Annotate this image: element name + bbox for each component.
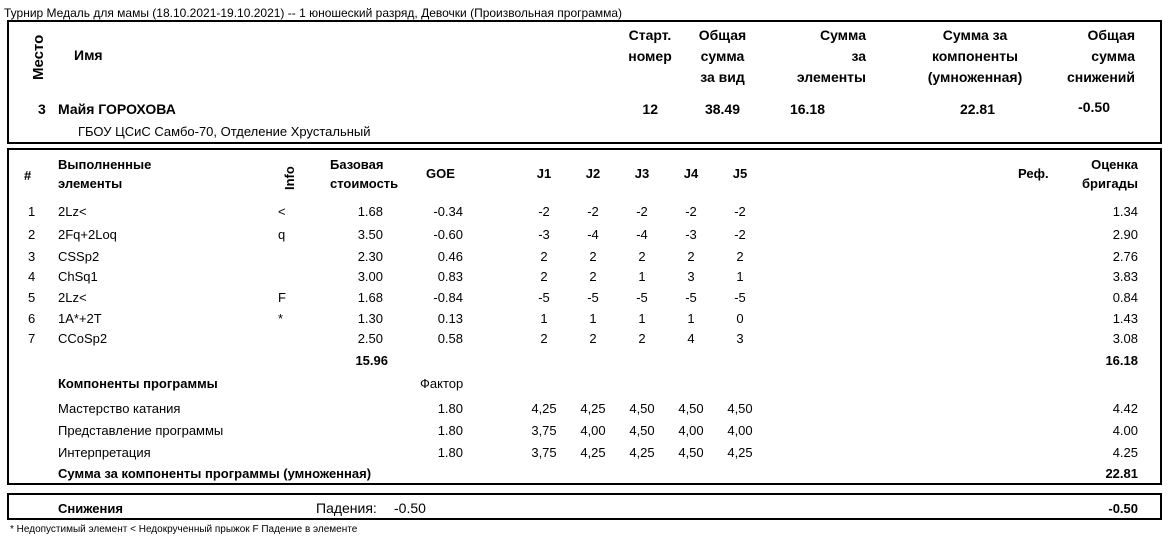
element-judge-score: 2 <box>589 331 597 346</box>
components-sum-value: 22.81 <box>1105 466 1138 481</box>
element-judge-score: 2 <box>638 249 646 264</box>
element-info: * <box>278 311 284 326</box>
element-number: 1 <box>28 204 36 219</box>
element-panel-score: 2.90 <box>1112 227 1138 242</box>
element-judge-score: -2 <box>636 204 648 219</box>
element-name: 1A*+2T <box>58 311 102 326</box>
element-panel-score: 1.34 <box>1112 204 1138 219</box>
skater-club: ГБОУ ЦСиС Самбо-70, Отделение Хрустальный <box>78 124 371 139</box>
skater-place: 3 <box>38 101 46 117</box>
element-judge-score: -2 <box>538 204 550 219</box>
element-goe: -0.84 <box>433 290 463 305</box>
element-judge-score: -3 <box>685 227 697 242</box>
component-judge-score: 4,00 <box>580 423 606 438</box>
component-judge-score: 4,25 <box>580 445 606 460</box>
element-name: CSSp2 <box>58 249 100 264</box>
element-judge-score: -5 <box>734 290 746 305</box>
component-name: Мастерство катания <box>58 401 181 416</box>
element-panel-score: 2.76 <box>1112 249 1138 264</box>
elements-score-total: 16.18 <box>1105 353 1138 368</box>
component-score: 4.25 <box>1112 445 1138 460</box>
component-factor: 1.80 <box>437 423 463 438</box>
col-base-value: Базовая стоимость <box>330 157 399 191</box>
elements-sum-label: Сумма за элементы <box>796 27 866 85</box>
element-base-value: 3.00 <box>357 269 383 284</box>
element-judge-score: -5 <box>538 290 550 305</box>
element-goe: 0.13 <box>437 311 463 326</box>
element-judge-score: -2 <box>734 227 746 242</box>
element-judge-score: -4 <box>587 227 599 242</box>
footnote: * Недопустимый элемент < Недокрученный прыжок F Падение в элементе <box>10 524 358 535</box>
component-name: Интерпретация <box>58 445 151 460</box>
deductions-row-label: Снижения <box>58 501 123 516</box>
components-sum-label: Сумма за компоненты (умноженная) <box>927 27 1023 85</box>
element-judge-score: 1 <box>687 311 695 326</box>
components-title: Компоненты программы <box>58 376 218 391</box>
element-name: ChSq1 <box>58 269 98 284</box>
element-goe: -0.60 <box>433 227 463 242</box>
element-panel-score: 1.43 <box>1112 311 1138 326</box>
component-judge-score: 4,25 <box>727 445 753 460</box>
element-panel-score: 3.08 <box>1112 331 1138 346</box>
element-goe: 0.83 <box>437 269 463 284</box>
deductions-score: -0.50 <box>1078 99 1110 115</box>
place-label: Место <box>30 34 47 80</box>
falls-value: -0.50 <box>394 500 426 516</box>
element-judge-score: -2 <box>587 204 599 219</box>
component-judge-score: 4,00 <box>678 423 704 438</box>
event-title: Турнир Медаль для мамы (18.10.2021-19.10.2021) -- 1 юношеский разряд, Девочки (Произвольная программа) <box>4 6 623 20</box>
element-name: 2Lz< <box>58 204 87 219</box>
element-judge-score: 1 <box>540 311 548 326</box>
element-judge-score: 2 <box>540 249 548 264</box>
element-number: 4 <box>28 269 36 284</box>
element-info: F <box>278 290 286 305</box>
element-number: 2 <box>28 227 36 242</box>
col-judge-2: J2 <box>585 166 601 181</box>
element-base-value: 2.50 <box>357 331 383 346</box>
element-judge-score: -5 <box>587 290 599 305</box>
element-judge-score: -5 <box>636 290 648 305</box>
component-judge-score: 3,75 <box>531 423 557 438</box>
element-number: 5 <box>28 290 36 305</box>
component-judge-score: 4,25 <box>531 401 557 416</box>
element-judge-score: 2 <box>589 269 597 284</box>
element-base-value: 3.50 <box>357 227 383 242</box>
col-judge-3: J3 <box>634 166 650 181</box>
total-score-label: Общая сумма за вид <box>698 27 747 85</box>
component-factor: 1.80 <box>437 445 463 460</box>
element-judge-score: 0 <box>736 311 744 326</box>
factor-label: Фактор <box>420 376 464 391</box>
element-judge-score: -2 <box>685 204 697 219</box>
element-name: CCoSp2 <box>58 331 108 346</box>
element-judge-score: 2 <box>540 331 548 346</box>
deductions-label: Общая сумма снижений <box>1066 27 1135 85</box>
start-number-label: Старт. номер <box>628 27 672 64</box>
col-goe: GOE <box>426 166 455 181</box>
col-judge-1: J1 <box>536 166 552 181</box>
col-elements: Выполненные элементы <box>58 157 152 191</box>
elements-score: 16.18 <box>789 101 825 117</box>
element-judge-score: 2 <box>736 249 744 264</box>
element-info: < <box>278 204 286 219</box>
col-panel-score: Оценка бригады <box>1082 157 1138 191</box>
element-judge-score: -3 <box>538 227 550 242</box>
component-factor: 1.80 <box>437 401 463 416</box>
element-goe: 0.46 <box>437 249 463 264</box>
col-num: # <box>24 168 32 183</box>
element-base-value: 2.30 <box>357 249 383 264</box>
deductions-row-total: -0.50 <box>1108 501 1138 516</box>
col-judge-5: J5 <box>732 166 748 181</box>
element-judge-score: -5 <box>685 290 697 305</box>
col-referee: Реф. <box>1018 166 1049 181</box>
col-judge-4: J4 <box>683 166 699 181</box>
name-label: Имя <box>74 47 103 63</box>
element-info: q <box>278 227 286 242</box>
component-judge-score: 4,50 <box>678 445 704 460</box>
total-score: 38.49 <box>704 101 740 117</box>
element-judge-score: 3 <box>736 331 744 346</box>
component-score: 4.00 <box>1112 423 1138 438</box>
component-judge-score: 4,50 <box>629 423 655 438</box>
element-judge-score: 1 <box>638 311 646 326</box>
col-info: Info <box>282 166 297 190</box>
element-panel-score: 0.84 <box>1112 290 1138 305</box>
falls-label: Падения: <box>316 500 377 516</box>
component-judge-score: 4,00 <box>727 423 753 438</box>
element-base-value: 1.30 <box>357 311 383 326</box>
element-judge-score: 1 <box>589 311 597 326</box>
base-value-total: 15.96 <box>355 353 388 368</box>
element-judge-score: 2 <box>540 269 548 284</box>
element-judge-score: -2 <box>734 204 746 219</box>
components-sum-label-row: Сумма за компоненты программы (умноженная) <box>58 466 372 481</box>
element-judge-score: 2 <box>687 249 695 264</box>
component-judge-score: 4,50 <box>727 401 753 416</box>
element-number: 3 <box>28 249 36 264</box>
element-judge-score: 3 <box>687 269 695 284</box>
element-goe: -0.34 <box>433 204 463 219</box>
element-judge-score: 2 <box>589 249 597 264</box>
element-judge-score: 1 <box>736 269 744 284</box>
component-judge-score: 3,75 <box>531 445 557 460</box>
element-panel-score: 3.83 <box>1112 269 1138 284</box>
element-judge-score: 2 <box>638 331 646 346</box>
component-judge-score: 4,50 <box>678 401 704 416</box>
element-name: 2Lz< <box>58 290 87 305</box>
element-base-value: 1.68 <box>357 290 383 305</box>
component-judge-score: 4,50 <box>629 401 655 416</box>
element-number: 7 <box>28 331 36 346</box>
element-number: 6 <box>28 311 36 326</box>
element-goe: 0.58 <box>437 331 463 346</box>
component-judge-score: 4,25 <box>580 401 606 416</box>
skater-name: Майя ГОРОХОВА <box>58 101 176 117</box>
element-judge-score: 4 <box>687 331 695 346</box>
components-score: 22.81 <box>959 101 995 117</box>
deductions-box <box>7 493 1162 520</box>
element-judge-score: 1 <box>638 269 646 284</box>
component-name: Представление программы <box>58 423 224 438</box>
element-name: 2Fq+2Loq <box>58 227 117 242</box>
element-judge-score: -4 <box>636 227 648 242</box>
element-base-value: 1.68 <box>357 204 383 219</box>
component-judge-score: 4,25 <box>629 445 655 460</box>
component-score: 4.42 <box>1112 401 1138 416</box>
start-number: 12 <box>642 101 658 117</box>
